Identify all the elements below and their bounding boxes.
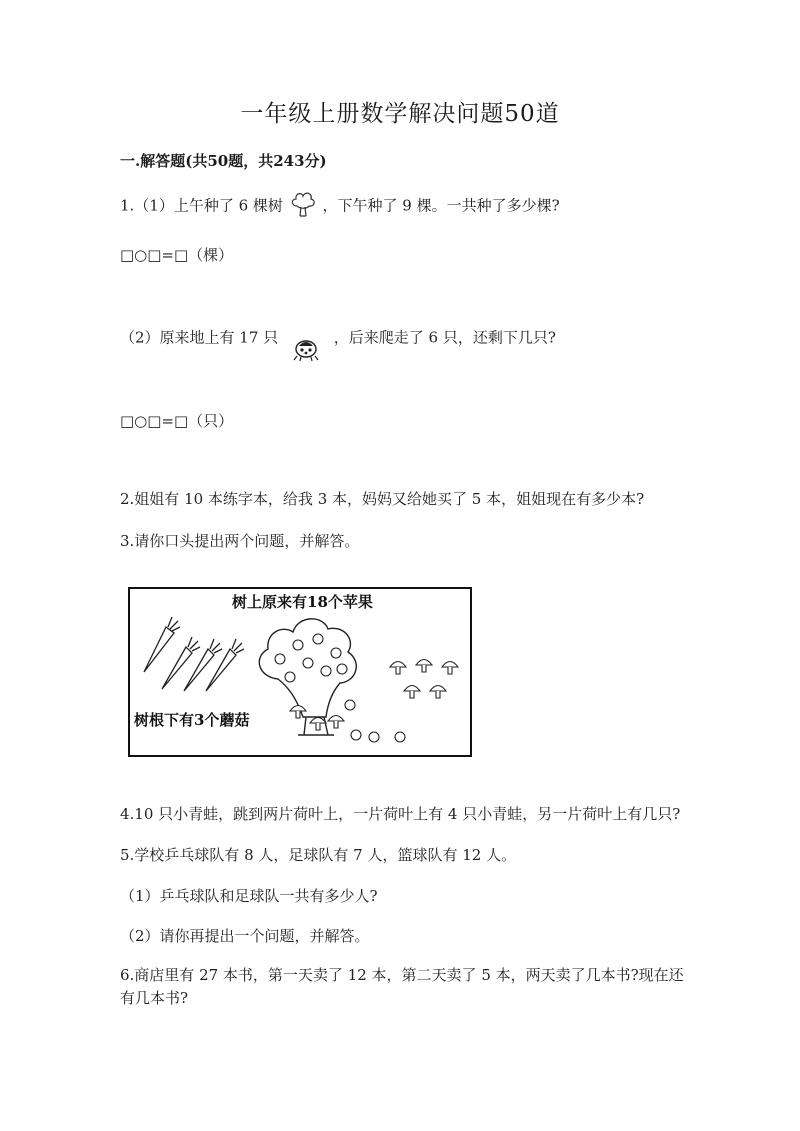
question-1-part-1-text-b: ，下午种了 9 棵。一共种了多少棵? bbox=[322, 196, 560, 215]
question-5: 5.学校乒乓球队有 8 人，足球队有 7 人，篮球队有 12 人。 bbox=[120, 846, 517, 864]
question-1-part-1-text-a: 1.（1）上午种了 6 棵树 bbox=[120, 196, 283, 215]
answer-template-1: □○□=□（棵） bbox=[120, 246, 234, 264]
answer-template-2: □○□=□（只） bbox=[120, 412, 234, 430]
question-6: 6.商店里有 27 本书，第一天卖了 12 本，第二天卖了 5 本，两天卖了几本书?现在还有几本书? bbox=[120, 966, 684, 1007]
figure-bottom-label: 树根下有3个蘑菇 bbox=[134, 711, 250, 729]
question-1-part-2 bbox=[120, 322, 556, 355]
section-heading: 一.解答题(共50题，共243分) bbox=[120, 152, 327, 170]
page-title: 一年级上册数学解决问题50道 bbox=[240, 101, 560, 127]
question-5-part-2: （2）请你再提出一个问题，并解答。 bbox=[120, 927, 370, 945]
question-3: 3.请你口头提出两个问题，并解答。 bbox=[120, 532, 360, 550]
tree-icon bbox=[288, 188, 318, 225]
question-4: 4.10 只小青蛙，跳到两片荷叶上，一片荷叶上有 4 只小青蛙，另一片荷叶上有几只? bbox=[120, 805, 681, 823]
question-3-figure bbox=[128, 587, 472, 757]
question-2: 2.姐姐有 10 本练字本，给我 3 本，妈妈又给她买了 5 本，姐姐现在有多少本? bbox=[120, 490, 645, 508]
question-5-part-1: （1）乒乓球队和足球队一共有多少人? bbox=[120, 887, 378, 905]
figure-top-label: 树上原来有18个苹果 bbox=[232, 593, 373, 611]
question-1-part-2-text-a: （2）原来地上有 17 只 bbox=[120, 328, 279, 347]
ladybug-icon bbox=[291, 336, 321, 369]
question-1-part-2-text-b: ，后来爬走了 6 只，还剩下几只? bbox=[333, 328, 556, 347]
question-1-part-1 bbox=[120, 188, 560, 225]
